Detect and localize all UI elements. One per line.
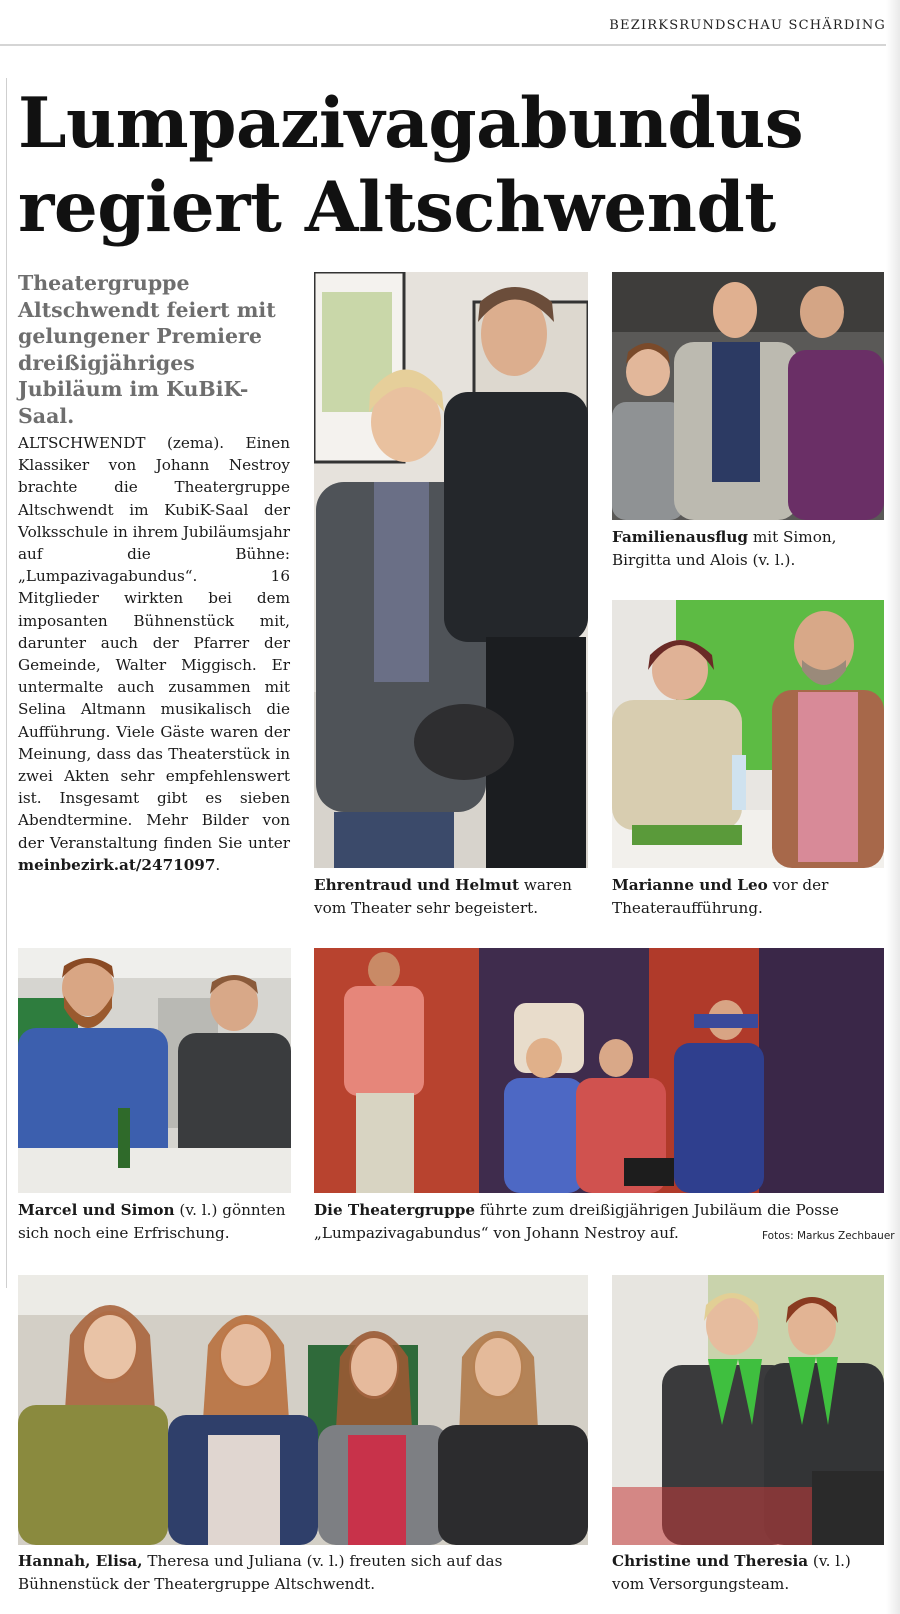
caption-hannah-elisa bbox=[18, 1550, 593, 1595]
left-margin-rule bbox=[6, 78, 7, 1288]
photo-marcel-simon bbox=[18, 948, 291, 1193]
caption-marianne-text: vor der Theateraufführung. bbox=[612, 876, 829, 917]
caption-marianne-bold: Marianne und Leo bbox=[612, 876, 768, 894]
caption-theater-text: führte zum dreißigjährigen Jubiläum die Posse „Lumpazivagabundus“ von Johann Nestroy auf. bbox=[314, 1201, 839, 1242]
photo-credit: Fotos: Markus Zechbauer bbox=[762, 1230, 895, 1242]
caption-hannah-text: Theresa und Juliana (v. l.) freuten sich auf das Bühnenstück der Theatergruppe Altschwendt. bbox=[18, 1552, 503, 1593]
photo-familienausflug bbox=[612, 272, 884, 520]
caption-familienausflug bbox=[612, 526, 884, 571]
photo-marianne-leo bbox=[612, 600, 884, 868]
caption-ehrentraud-helmut bbox=[314, 874, 590, 919]
photo-ehrentraud-helmut bbox=[314, 272, 588, 868]
caption-christine-theresia bbox=[612, 1550, 884, 1595]
caption-christine-bold: Christine und Theresia bbox=[612, 1552, 809, 1570]
caption-hannah-bold: Hannah, Elisa, bbox=[18, 1552, 143, 1570]
photo-hannah-elisa bbox=[18, 1275, 588, 1545]
article-body-end: . bbox=[215, 855, 221, 874]
caption-ehrentraud-text: waren vom Theater sehr begeistert. bbox=[314, 876, 572, 917]
headline-line-2: regiert Altschwendt bbox=[18, 167, 776, 248]
caption-marcel-bold: Marcel und Simon bbox=[18, 1201, 175, 1219]
lead-paragraph: Theatergruppe Altschwendt feiert mit gelungener Premiere dreißigjähriges Jubiläum im KuBiK-Saal. bbox=[18, 271, 276, 428]
headline-line-1: Lumpazivagabundus bbox=[18, 83, 804, 164]
caption-theater-bold: Die Theatergruppe bbox=[314, 1201, 475, 1219]
caption-marcel-simon bbox=[18, 1199, 293, 1244]
article-body-text: ALTSCHWENDT (zema). Einen Klassiker von Johann Nestroy brachte die Theatergruppe Altschwendt im KubiK-Saal der Volksschule in ihrem Jubiläumsjahr auf die Bühne: „Lumpazivagabundus“. 16 Mitglieder wirkten bei dem imposanten Bühnenstück mit, darunter auch der Pfarrer der Gemeinde, Walter Miggisch. Er untermalte auch zusammen mit Selina Altmann musikalisch die Aufführung. Viele Gäste waren der Meinung, dass das Theaterstück in zwei Akten sehr empfehlenswert ist. Insgesamt gibt es sieben Abendtermine. Mehr Bilder von der Veranstaltung finden Sie unter bbox=[18, 434, 290, 852]
article-link[interactable]: meinbezirk.at/2471097 bbox=[18, 855, 216, 874]
caption-ehrentraud-bold: Ehrentraud und Helmut bbox=[314, 876, 520, 894]
headline bbox=[18, 82, 878, 250]
photo-theatergruppe bbox=[314, 948, 884, 1193]
masthead: BEZIRKSRUNDSCHAU SCHÄRDING bbox=[609, 18, 886, 33]
page-edge-shade bbox=[886, 0, 900, 1614]
caption-marianne-leo bbox=[612, 874, 884, 919]
caption-familie-text: mit Simon, Birgitta und Alois (v. l.). bbox=[612, 528, 837, 569]
photo-christine-theresia bbox=[612, 1275, 884, 1545]
article-body bbox=[18, 432, 290, 876]
masthead-rule bbox=[0, 44, 900, 46]
caption-familie-bold: Familienausflug bbox=[612, 528, 749, 546]
caption-christine-text: (v. l.) vom Versorgungsteam. bbox=[612, 1552, 851, 1593]
caption-marcel-text: (v. l.) gönnten sich noch eine Erfrischung. bbox=[18, 1201, 286, 1242]
